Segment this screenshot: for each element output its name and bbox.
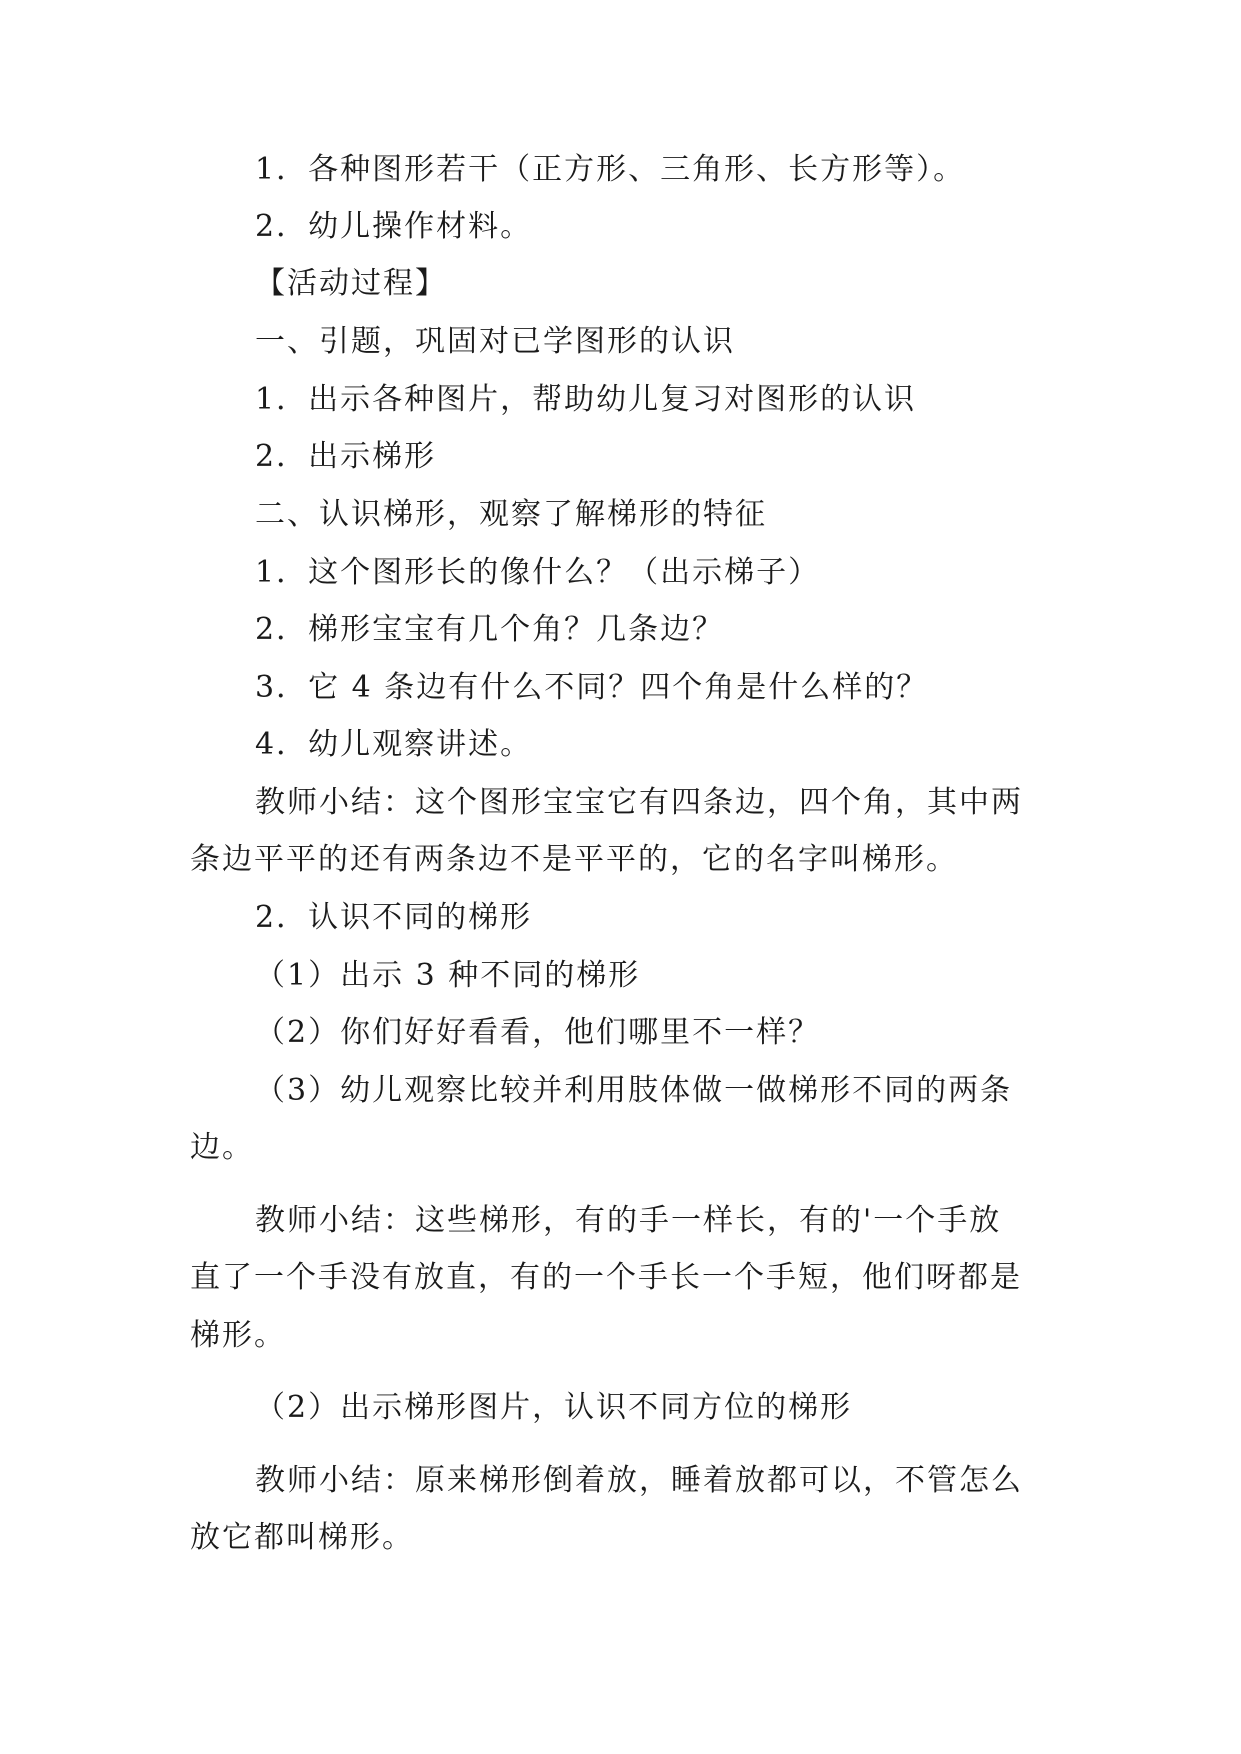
step-heading-2: 二、认识梯形，观察了解梯形的特征 <box>255 497 767 532</box>
teacher-summary-3-line-1: 教师小结：原来梯形倒着放，睡着放都可以，不管怎么 <box>255 1463 1023 1498</box>
sub-item-1: （1）出示 3 种不同的梯形 <box>255 958 641 993</box>
sub-item-4: （2）出示梯形图片，认识不同方位的梯形 <box>255 1390 853 1425</box>
sub-item-3-line-1: （3）幼儿观察比较并利用肢体做一做梯形不同的两条 <box>255 1073 1013 1108</box>
teacher-summary-2-line-2: 直了一个手没有放直，有的一个手长一个手短，他们呀都是 <box>190 1260 1022 1295</box>
teacher-summary-1-line-2: 条边平平的还有两条边不是平平的，它的名字叫梯形。 <box>190 842 958 877</box>
step-1-item-1: 1．出示各种图片，帮助幼儿复习对图形的认识 <box>255 382 917 417</box>
material-item-2: 2．幼儿操作材料。 <box>255 209 533 244</box>
step-2-item-4: 4．幼儿观察讲述。 <box>255 727 533 762</box>
teacher-summary-2-line-3: 梯形。 <box>190 1318 286 1353</box>
step-2-subheading: 2．认识不同的梯形 <box>255 900 533 935</box>
step-2-item-3: 3．它 4 条边有什么不同？四个角是什么样的？ <box>255 670 929 705</box>
teacher-summary-2-line-1: 教师小结：这些梯形，有的手一样长，有的'一个手放 <box>255 1203 1002 1238</box>
teacher-summary-3-line-2: 放它都叫梯形。 <box>190 1520 414 1555</box>
sub-item-2: （2）你们好好看看，他们哪里不一样？ <box>255 1015 821 1050</box>
step-2-item-1: 1．这个图形长的像什么？（出示梯子） <box>255 555 821 590</box>
step-2-item-2: 2．梯形宝宝有几个角？几条边？ <box>255 612 725 647</box>
section-heading-activity-process: 【活动过程】 <box>255 266 447 301</box>
step-heading-1: 一、引题，巩固对已学图形的认识 <box>255 324 735 359</box>
material-item-1: 1．各种图形若干（正方形、三角形、长方形等）。 <box>255 152 966 187</box>
sub-item-3-line-2: 边。 <box>190 1130 254 1165</box>
teacher-summary-1-line-1: 教师小结：这个图形宝宝它有四条边，四个角，其中两 <box>255 785 1023 820</box>
step-1-item-2: 2．出示梯形 <box>255 439 437 474</box>
